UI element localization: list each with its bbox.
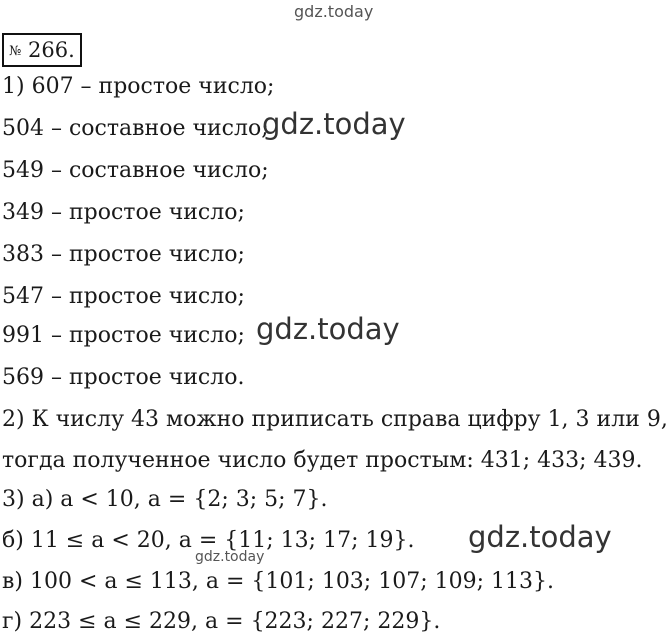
solution-line-14: г) 223 ≤ a ≤ 229, a = {223; 227; 229}.: [2, 609, 441, 634]
solution-line-10: тогда полученное число будет простым: 431; 433; 439.: [2, 448, 643, 473]
solution-line-11: 3) а) a < 10, a = {2; 3; 5; 7}.: [2, 487, 328, 512]
problem-number: 266.: [28, 38, 75, 62]
number-sign: №: [9, 44, 22, 59]
solution-line-12: б) 11 ≤ a < 20, a = {11; 13; 17; 19}.: [2, 528, 415, 553]
solution-line-2: 504 – составное число;: [2, 116, 269, 141]
watermark-2: gdz.today: [256, 312, 400, 346]
solution-line-9: 2) К числу 43 можно приписать справа цифру 1, 3 или 9,: [2, 407, 668, 432]
problem-number-box: [2, 33, 82, 67]
watermark-top: gdz.today: [294, 2, 374, 21]
solution-line-13: в) 100 < a ≤ 113, a = {101; 103; 107; 109; 113}.: [2, 569, 554, 594]
solution-line-3: 549 – составное число;: [2, 158, 269, 183]
solution-line-8: 569 – простое число.: [2, 365, 245, 390]
solution-line-5: 383 – простое число;: [2, 242, 245, 267]
solution-line-7: 991 – простое число;: [2, 323, 245, 348]
watermark-small: gdz.today: [195, 549, 265, 565]
watermark-3: gdz.today: [468, 520, 612, 554]
solution-line-6: 547 – простое число;: [2, 284, 245, 309]
solution-line-4: 349 – простое число;: [2, 200, 245, 225]
watermark-1: gdz.today: [262, 107, 406, 141]
solution-line-1: 1) 607 – простое число;: [2, 74, 275, 99]
